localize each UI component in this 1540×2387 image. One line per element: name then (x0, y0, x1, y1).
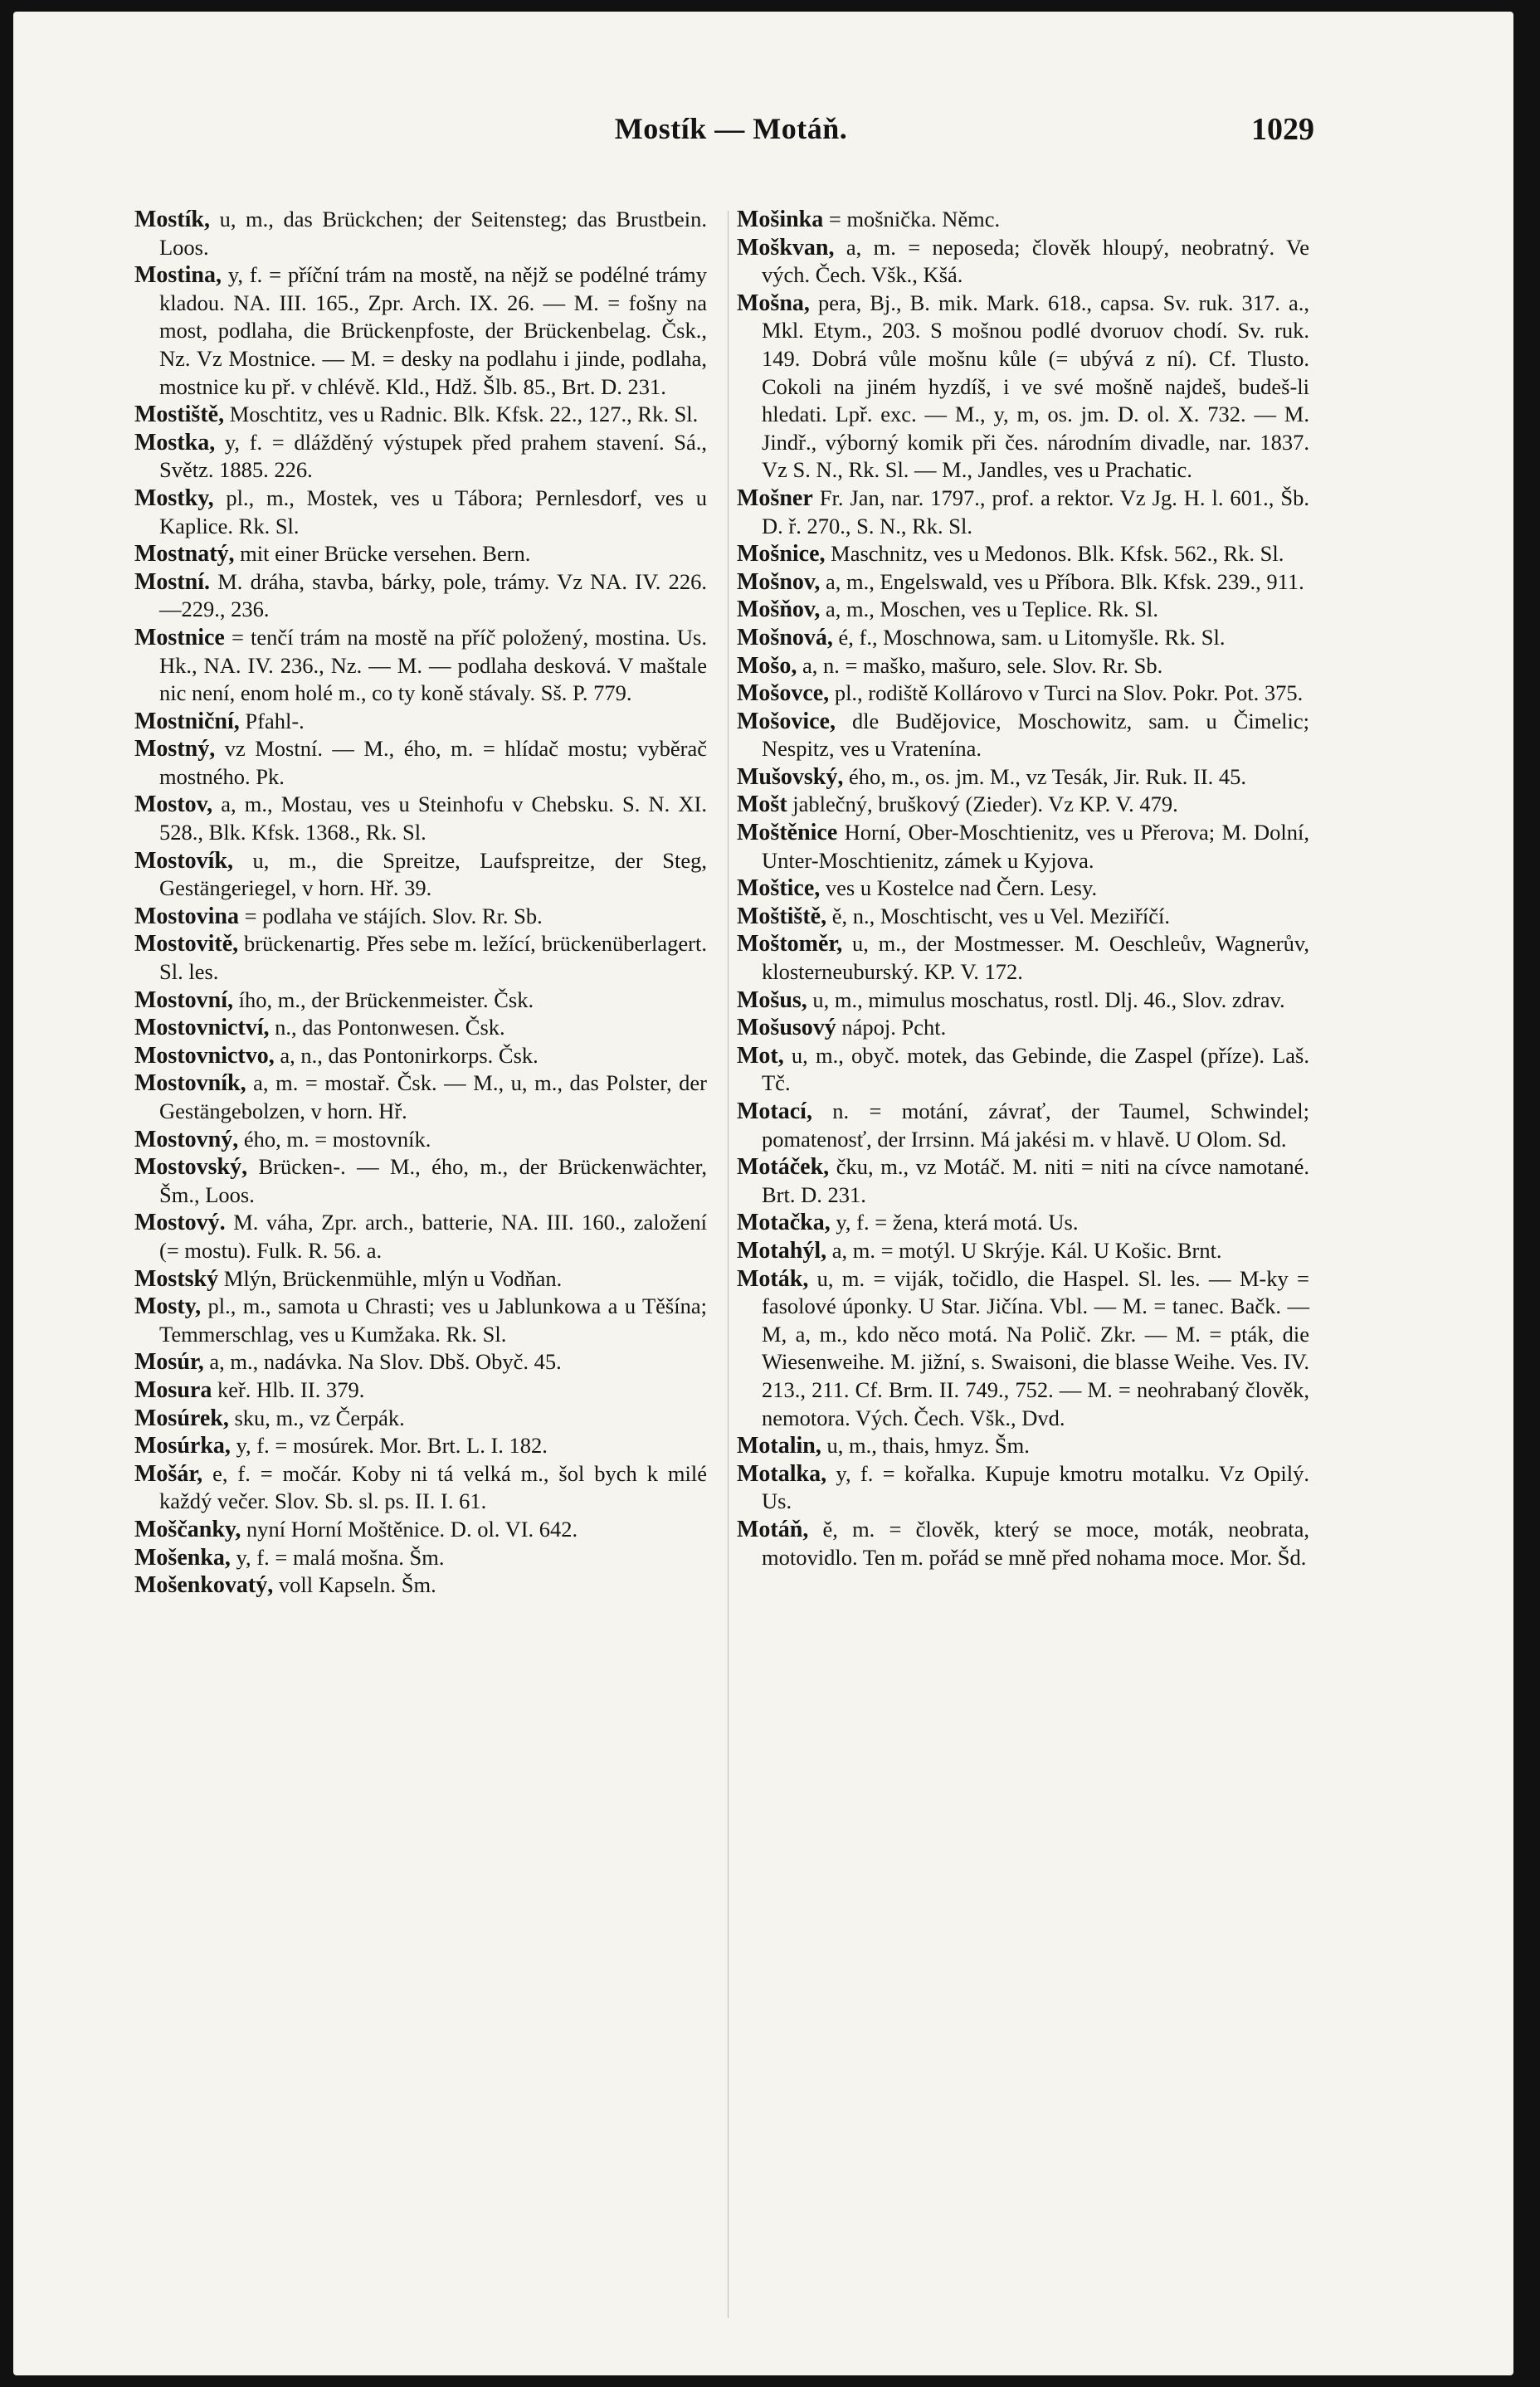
entry-definition: nyní Horní Moštěnice. D. ol. VI. 642. (241, 1516, 578, 1542)
entry-definition: = mošnička. Němc. (823, 207, 1001, 231)
dictionary-entry (737, 624, 1309, 652)
entry-definition: y, f. = žena, která motá. Us. (830, 1210, 1079, 1235)
dictionary-entry (134, 1432, 707, 1460)
dictionary-page (13, 12, 1513, 2375)
entry-headword: Moták, (737, 1265, 809, 1292)
entry-headword: Mosúrka, (134, 1433, 231, 1459)
dictionary-entry (134, 1265, 707, 1293)
dictionary-entry (134, 624, 707, 708)
entry-definition: n. = motání, závrať, der Taumel, Schwindel; pomatenosť, der Irrsinn. Má jakési m. v hlavě. U Olom. Sd. (762, 1099, 1309, 1152)
dictionary-entry (134, 1376, 707, 1405)
entry-headword: Motalka, (737, 1460, 827, 1487)
entry-headword: Mostovní, (134, 986, 233, 1013)
dictionary-entry (737, 1265, 1309, 1433)
dictionary-entry (134, 1544, 707, 1572)
entry-definition: a, m. = motýl. U Skrýje. Kál. U Košic. Brnt. (826, 1237, 1222, 1263)
dictionary-entry (134, 1405, 707, 1433)
entry-definition: a, m., Mostau, ves u Steinhofu v Chebsku. S. N. XI. 528., Blk. Kfsk. 1368., Rk. Sl. (159, 792, 707, 845)
dictionary-entry (737, 763, 1309, 792)
entry-definition: y, f. = dlážděný výstupek před prahem stavení. Sá., Světz. 1885. 226. (159, 429, 707, 483)
dictionary-entry (737, 1516, 1309, 1571)
entry-definition: a, m., nadávka. Na Slov. Dbš. Obyč. 45. (203, 1349, 562, 1375)
entry-definition: n., das Pontonwesen. Čsk. (269, 1015, 505, 1040)
entry-headword: Mušovský, (737, 763, 844, 790)
page-number: 1029 (1251, 112, 1314, 147)
dictionary-entry (134, 568, 707, 624)
entry-headword: Mostky, (134, 485, 214, 511)
column-divider (728, 211, 729, 2318)
entry-definition: a, m. = mostař. Čsk. — M., u, m., das Polster, der Gestängebolzen, v horn. Hř. (159, 1070, 707, 1123)
entry-definition: u, m., das Brückchen; der Seitensteg; das Brustbein. Loos. (159, 207, 707, 260)
entry-headword: Mostnice (134, 624, 225, 650)
right-column (737, 206, 1309, 1571)
dictionary-entry (737, 596, 1309, 624)
entry-definition: mit einer Brücke versehen. Bern. (234, 541, 531, 567)
entry-definition: ého, m., os. jm. M., vz Tesák, Jir. Ruk. II. 45. (843, 763, 1247, 789)
dictionary-entry (737, 568, 1309, 597)
entry-headword: Mostnatý, (134, 541, 235, 568)
entry-definition: ě, m. = člověk, který se moce, moták, neobrata, motovidlo. Ten m. pořád se mně před nohama moce. Mor. Šd. (762, 1516, 1309, 1570)
entry-definition: Mlýn, Brückenmühle, mlýn u Vodňan. (218, 1265, 563, 1291)
entry-headword: Mošnová, (737, 624, 833, 650)
dictionary-entry (134, 847, 707, 903)
entry-definition: pera, Bj., B. mik. Mark. 618., capsa. Sv. ruk. 317. a., Mkl. Etym., 203. S mošnou podlé dvoruov chodí. Sv. ruk. 149. Dobrá vůle mošnu kůle (= ubývá z ní). Cf. Tlusto. Cokoli na jiném hyzdíš, i ve své mošně najdeš, budeš-li hledati. Lpř. exc. — M., y, m, os. jm. D. ol. X. 732. — M. Jindř., výborný komik při čes. národním divadle, nar. 1837. Vz S. N., Rk. Sl. — M., Jandles, ves u Prachatic. (762, 290, 1309, 483)
dictionary-entry (134, 1348, 707, 1376)
entry-headword: Mošna, (737, 290, 810, 316)
entry-headword: Moščanky, (134, 1516, 241, 1542)
entry-headword: Motací, (737, 1099, 812, 1124)
entry-definition: čku, m., vz Motáč. M. niti = niti na cívce namotané. Brt. D. 231. (762, 1154, 1309, 1207)
entry-headword: Mošusový (737, 1015, 836, 1041)
dictionary-entry (737, 930, 1309, 986)
entry-headword: Motalin, (737, 1433, 821, 1459)
entry-definition: ého, m. = mostovník. (238, 1126, 431, 1152)
dictionary-entry (737, 819, 1309, 874)
dictionary-entry (737, 1042, 1309, 1098)
dictionary-entry (134, 735, 707, 791)
entry-headword: Motačka, (737, 1210, 831, 1236)
entry-headword: Mostovnictvo, (134, 1042, 275, 1069)
entry-headword: Mostiště, (134, 402, 225, 428)
dictionary-entry (737, 874, 1309, 903)
dictionary-entry (134, 401, 707, 429)
entry-definition: dle Budějovice, Moschowitz, sam. u Čimelic; Nespitz, ves u Vratenína. (762, 708, 1309, 762)
dictionary-entry (134, 791, 707, 846)
entry-headword: Motáček, (737, 1154, 830, 1181)
entry-headword: Mostovník, (134, 1070, 246, 1097)
entry-headword: Mostný, (134, 736, 216, 762)
dictionary-entry (737, 1237, 1309, 1265)
entry-definition: a, m. = neposeda; člověk hloupý, neobratný. Ve vých. Čech. Všk., Kšá. (762, 234, 1309, 288)
entry-definition: Maschnitz, ves u Medonos. Blk. Kfsk. 562., Rk. Sl. (825, 541, 1284, 567)
entry-headword: Mostní. (134, 568, 210, 595)
page-title: Mostík — Motáň. (614, 112, 848, 145)
dictionary-entry (134, 1209, 707, 1264)
entry-headword: Mostovitě, (134, 931, 239, 957)
entry-headword: Mošo, (737, 652, 797, 679)
entry-headword: Mosúrek, (134, 1405, 229, 1431)
entry-headword: Mosty, (134, 1293, 202, 1320)
dictionary-entry (134, 1571, 707, 1600)
entry-headword: Mošár, (134, 1460, 203, 1487)
entry-headword: Moštiště, (737, 903, 827, 929)
dictionary-entry (737, 485, 1309, 540)
dictionary-entry (737, 708, 1309, 763)
entry-definition: é, f., Moschnowa, sam. u Litomyšle. Rk. Sl. (832, 624, 1226, 650)
entry-headword: Mot, (737, 1042, 784, 1069)
entry-headword: Moštice, (737, 875, 821, 902)
entry-headword: Motahýl, (737, 1237, 827, 1264)
entry-headword: Mošnice, (737, 541, 826, 568)
dictionary-entry (737, 791, 1309, 819)
entry-definition: y, f. = příční trám na mostě, na nějž se podélné trámy kladou. NA. III. 165., Zpr. Arch. IX. 26. — M. = fošny na most, podlaha, die Brückenpfoste, der Brückenbelag. Čsk., Nz. Vz Mostnice. — M. = desky na podlahu i jinde, podlaha, mostnice ku př. v chlévě. Kld., Hdž. Šlb. 85., Brt. D. 231. (159, 262, 707, 399)
entry-definition: Moschtitz, ves u Radnic. Blk. Kfsk. 22., 127., Rk. Sl. (224, 402, 699, 427)
entry-definition: y, f. = kořalka. Kupuje kmotru motalku. Vz Opilý. Us. (762, 1460, 1309, 1514)
entry-definition: nápoj. Pcht. (836, 1015, 947, 1040)
entry-definition: vz Mostní. — M., ého, m. = hlídač mostu; vyběrač mostného. Pk. (159, 736, 707, 789)
entry-definition: Brücken-. — M., ého, m., der Brückenwächter, Šm., Loos. (159, 1154, 707, 1207)
entry-definition: e, f. = močár. Koby ni tá velká m., šol bych k milé každý večer. Slov. Sb. sl. ps. II. I. 61. (159, 1460, 707, 1514)
running-header (13, 111, 1513, 161)
dictionary-entry (737, 1014, 1309, 1042)
entry-headword: Mošenkovatý, (134, 1572, 274, 1599)
dictionary-entry (134, 986, 707, 1015)
dictionary-entry (134, 1014, 707, 1042)
entry-headword: Mosura (134, 1376, 212, 1403)
entry-definition: u, m. = viják, točidlo, die Haspel. Sl. les. — M-ky = fasolové úponky. U Star. Jičína. Vbl. — M. = tanec. Bačk. — M, a, m., kdo něco motá. Na Polič. Zkr. — M. = pták, die Wiesenweihe. M. jižní, s. Swaisoni, die blasse Weihe. Ves. IV. 213., 211. Cf. Brm. II. 749., 752. — M. = neohrabaný člověk, nemotora. Vých. Čech. Všk., Dvd. (762, 1265, 1309, 1430)
entry-headword: Mošinka (737, 207, 824, 232)
entry-definition: u, m., die Spreitze, Laufspreitze, der Steg, Gestängeriegel, v horn. Hř. 39. (159, 847, 707, 901)
entry-headword: Moškvan, (737, 234, 835, 261)
dictionary-entry (134, 1069, 707, 1125)
entry-definition: pl., m., samota u Chrasti; ves u Jablunkowa a u Těšína; Temmerschlag, ves u Kumžaka. Rk. Sl. (159, 1293, 707, 1347)
entry-definition: u, m., obyč. motek, das Gebinde, die Zaspel (příze). Laš. Tč. (762, 1042, 1309, 1096)
entry-headword: Mostovík, (134, 847, 233, 874)
dictionary-entry (134, 261, 707, 401)
entry-headword: Mošňov, (737, 597, 821, 623)
entry-definition: u, m., thais, hmyz. Šm. (821, 1433, 1030, 1459)
entry-definition: = podlaha ve stájích. Slov. Rr. Sb. (239, 903, 543, 928)
entry-definition: brückenartig. Přes sebe m. ležící, brückenüberlagert. Sl. les. (159, 931, 707, 985)
entry-definition: Horní, Ober-Moschtienitz, ves u Přerova; M. Dolní, Unter-Moschtienitz, zámek u Kyjova. (762, 820, 1309, 873)
dictionary-entry (737, 234, 1309, 290)
entry-headword: Mostový. (134, 1210, 226, 1236)
entry-headword: Mostka, (134, 429, 216, 455)
dictionary-entry (737, 1209, 1309, 1237)
entry-headword: Mostovský, (134, 1154, 248, 1181)
dictionary-entry (737, 1460, 1309, 1516)
entry-headword: Mostík, (134, 207, 210, 232)
entry-definition: M. dráha, stavba, bárky, pole, trámy. Vz NA. IV. 226.—229., 236. (159, 568, 707, 622)
dictionary-entry (737, 1098, 1309, 1153)
dictionary-entry (737, 652, 1309, 680)
entry-definition: Pfahl-. (239, 708, 305, 733)
entry-definition: a, m., Moschen, ves u Teplice. Rk. Sl. (820, 597, 1158, 622)
dictionary-entry (134, 1516, 707, 1544)
entry-headword: Mošner (737, 485, 813, 511)
entry-definition: voll Kapseln. Šm. (273, 1572, 436, 1598)
dictionary-entry (134, 485, 707, 540)
entry-definition: y, f. = mosúrek. Mor. Brt. L. I. 182. (230, 1433, 548, 1459)
entry-headword: Mostský (134, 1265, 219, 1292)
entry-headword: Mošenka, (134, 1544, 231, 1571)
dictionary-entry (134, 429, 707, 485)
entry-headword: Mostniční, (134, 708, 240, 734)
dictionary-entry (134, 1153, 707, 1209)
entry-definition: a, m., Engelswald, ves u Příbora. Blk. Kfsk. 239., 911. (820, 568, 1304, 594)
entry-headword: Mošovce, (737, 680, 830, 707)
dictionary-entry (134, 1460, 707, 1516)
dictionary-entry (134, 206, 707, 261)
entry-definition: = tenčí trám na mostě na příč položený, mostina. Us. Hk., NA. IV. 236., Nz. — M. — podlaha desková. V maštale nic není, enom holé m., co ty koně stávaly. Sš. P. 779. (159, 624, 707, 706)
dictionary-entry (134, 903, 707, 931)
entry-headword: Mošnov, (737, 568, 821, 595)
dictionary-entry (737, 290, 1309, 485)
entry-definition: pl., rodiště Kollárovo v Turci na Slov. Pokr. Pot. 375. (829, 680, 1304, 706)
entry-headword: Mostovina (134, 903, 239, 929)
entry-definition: jablečný, bruškový (Zieder). Vz KP. V. 479. (787, 792, 1178, 817)
dictionary-entry (737, 986, 1309, 1015)
entry-headword: Mošus, (737, 986, 807, 1013)
dictionary-entry (134, 708, 707, 736)
entry-definition: u, m., der Mostmesser. M. Oeschleův, Wagnerův, klosterneuburský. KP. V. 172. (762, 931, 1309, 985)
entry-definition: M. váha, Zpr. arch., batterie, NA. III. 160., založení (= mostu). Fulk. R. 56. a. (159, 1210, 707, 1263)
entry-definition: pl., m., Mostek, ves u Tábora; Pernlesdorf, ves u Kaplice. Rk. Sl. (159, 485, 707, 538)
dictionary-entry (134, 1126, 707, 1154)
dictionary-entry (737, 1153, 1309, 1209)
entry-headword: Mostina, (134, 262, 222, 289)
dictionary-entry (134, 1042, 707, 1070)
entry-definition: ves u Kostelce nad Čern. Lesy. (820, 875, 1098, 901)
entry-definition: ího, m., der Brückenmeister. Čsk. (233, 986, 534, 1012)
entry-definition: Fr. Jan, nar. 1797., prof. a rektor. Vz Jg. H. l. 601., Šb. D. ř. 270., S. N., Rk. Sl. (762, 485, 1309, 538)
dictionary-entry (737, 1432, 1309, 1460)
left-column (134, 206, 707, 1600)
dictionary-entry (737, 680, 1309, 708)
dictionary-entry (737, 206, 1309, 234)
entry-headword: Moštěnice (737, 820, 838, 846)
entry-headword: Mošovice, (737, 708, 836, 734)
dictionary-entry (134, 540, 707, 568)
entry-definition: a, n., das Pontonirkorps. Čsk. (274, 1042, 539, 1068)
entry-definition: ě, n., Moschtischt, ves u Vel. Meziříčí. (826, 903, 1170, 928)
entry-headword: Mosúr, (134, 1349, 204, 1376)
entry-headword: Mošt (737, 792, 787, 818)
entry-headword: Mostov, (134, 792, 213, 818)
entry-headword: Motáň, (737, 1516, 809, 1542)
dictionary-entry (737, 903, 1309, 931)
dictionary-entry (134, 930, 707, 986)
entry-headword: Moštoměr, (737, 931, 843, 957)
dictionary-entry (134, 1293, 707, 1348)
entry-headword: Mostovný, (134, 1126, 239, 1152)
entry-definition: sku, m., vz Čerpák. (228, 1405, 405, 1430)
entry-definition: keř. Hlb. II. 379. (212, 1376, 365, 1402)
dictionary-entry (737, 540, 1309, 568)
entry-headword: Mostovnictví, (134, 1015, 270, 1041)
entry-definition: a, n. = maško, mašuro, sele. Slov. Rr. Sb. (797, 652, 1163, 678)
entry-definition: y, f. = malá mošna. Šm. (230, 1544, 445, 1570)
entry-definition: u, m., mimulus moschatus, rostl. Dlj. 46., Slov. zdrav. (807, 986, 1285, 1012)
